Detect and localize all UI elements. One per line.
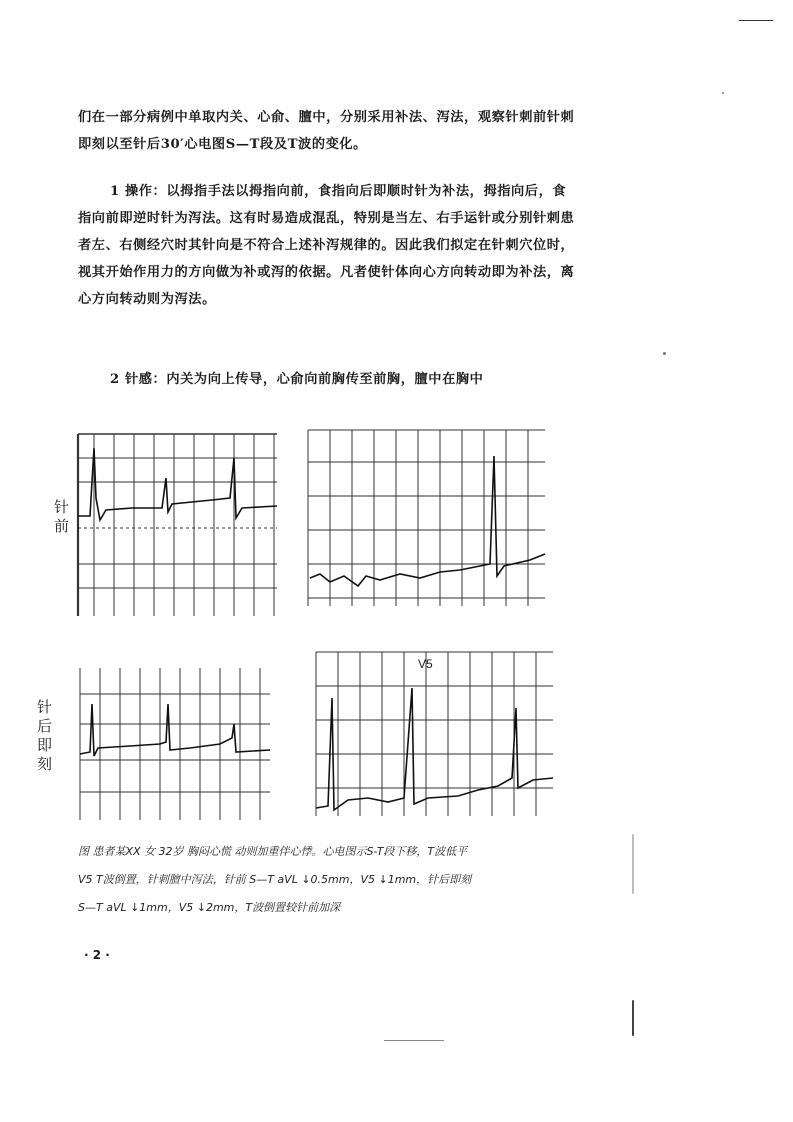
ecg-after-right — [308, 648, 558, 820]
paragraph-intro: 们在一部分病例中单取内关、心俞、膻中，分别采用补法、泻法，观察针刺前针刺即刻以至针后30′心电图S—T段及T波的变化。 — [78, 110, 575, 152]
lead-v5-label: V5 — [418, 657, 433, 671]
figure-caption-line-2: V5 T波倒置，针刺膻中泻法，针前 S—T aVL ↓0.5mm，V5 ↓1mm，针后即刻 — [78, 873, 472, 886]
scan-speck — [663, 352, 666, 355]
scan-edge-mark — [632, 1000, 634, 1036]
page-number: · 2 · — [84, 948, 110, 962]
scan-rule — [384, 1040, 444, 1041]
ecg-after-left — [70, 664, 278, 824]
scan-edge-mark — [632, 834, 634, 894]
scan-speck — [722, 92, 724, 94]
figure-caption-line-3: S—T aVL ↓1mm，V5 ↓2mm，T波倒置较针前加深 — [78, 901, 341, 914]
label-before-needling — [54, 498, 72, 536]
ecg-before-right — [300, 426, 550, 610]
ecg-before-left — [72, 428, 282, 620]
label-before-text: 针 前 — [54, 498, 70, 535]
paragraph-needle-sense: 2 针感：内关为向上传导，心俞向前胸传至前胸，膻中在胸中 — [110, 372, 484, 387]
header-rule — [739, 20, 773, 21]
label-after-needling — [37, 698, 55, 774]
figure-caption-line-1: 图 患者某XX 女 32岁 胸闷心慌 动则加重伴心悸。心电图示S-T段下移，T波低平 — [78, 845, 468, 858]
paragraph-operation: 1 操作：以拇指手法以拇指向前，食指向后即顺时针为补法，拇指向后，食指向前即逆时针为泻法。这有时易造成混乱，特别是当左、右手运针或分别针刺患者左、右侧经穴时其针向是不符合上述补泻规律的。因此我们拟定在针刺穴位时，视其开始作用力的方向做为补或泻的依据。凡者使针体向心方向转动即为补法，离心方向转动则为泻法。 — [78, 184, 575, 307]
label-after-text: 针 后 即 刻 — [37, 698, 53, 773]
